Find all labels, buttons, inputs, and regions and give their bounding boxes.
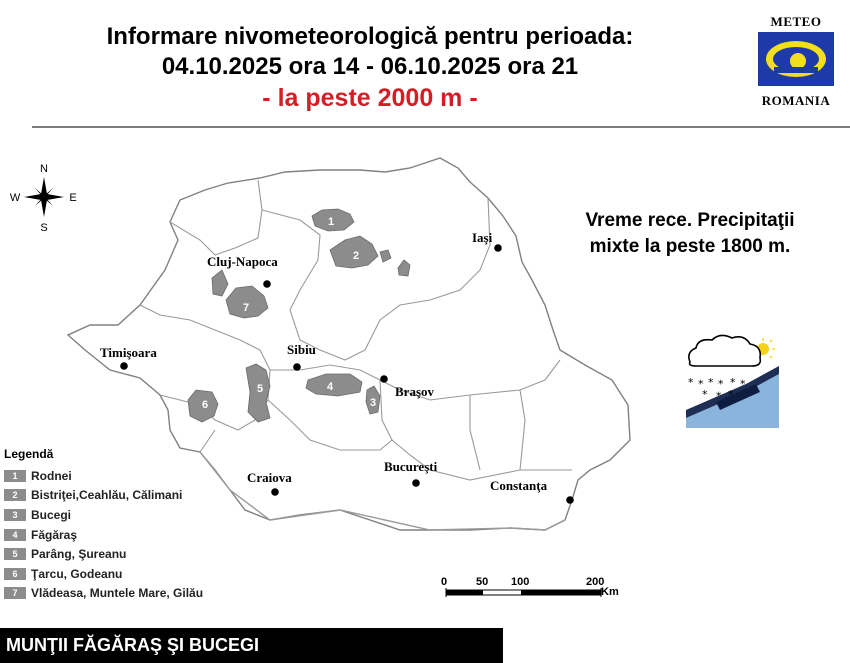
- compass-e: E: [69, 192, 77, 204]
- svg-text:⁎: ⁎: [718, 374, 724, 387]
- scale-bar-graphic: [436, 574, 626, 604]
- city-label-cluj: Cluj-Napoca: [207, 254, 278, 269]
- cloud-sun-snow-icon: [686, 335, 779, 428]
- city-label-brasov: Braşov: [395, 384, 434, 399]
- zone-label-1: 1: [327, 216, 335, 228]
- zone-label-7: 7: [242, 302, 250, 314]
- zone-label-2: 2: [352, 250, 360, 262]
- title-line-1: Informare nivometeorologică pentru perioada:: [106, 23, 634, 50]
- city-label-bucuresti: Bucureşti: [384, 459, 438, 474]
- compass-rose-icon: [10, 163, 77, 234]
- svg-text:⁎: ⁎: [698, 374, 704, 387]
- legend-label: Parâng, Şureanu: [31, 547, 127, 562]
- city-dot-craiova: [271, 488, 279, 496]
- svg-text:*: *: [728, 388, 734, 401]
- logo-top-text: METEO: [770, 14, 822, 29]
- scale-bar: [436, 574, 626, 604]
- svg-text:*: *: [730, 376, 736, 389]
- city-label-craiova: Craiova: [247, 470, 292, 485]
- scale-unit: Km: [601, 586, 619, 598]
- legend-item: [4, 525, 203, 545]
- legend-label: Vlădeasa, Muntele Mare, Gilău: [31, 586, 204, 601]
- city-label-timisoara: Timişoara: [100, 345, 157, 360]
- compass-w: W: [9, 192, 21, 204]
- legend-item: [4, 486, 203, 506]
- legend-swatch: 7: [4, 587, 26, 599]
- legend-swatch: 2: [4, 489, 26, 501]
- zone-label-6: 6: [201, 399, 209, 411]
- forecast-summary: [545, 208, 835, 260]
- legend-swatch: 3: [4, 509, 26, 521]
- city-label-constanta: Constanţa: [490, 478, 548, 493]
- svg-text:*: *: [688, 376, 694, 389]
- city-dot-bucuresti: [412, 479, 420, 487]
- city-dot-brasov: [380, 375, 388, 383]
- legend-label: Bucegi: [31, 507, 72, 522]
- title-altitude: - la peste 2000 m -: [262, 84, 478, 112]
- svg-text:*: *: [708, 376, 714, 389]
- legend-item: [4, 564, 203, 584]
- legend-swatch: 1: [4, 470, 26, 482]
- logo-emblem-icon: [758, 32, 834, 86]
- legend-swatch: 6: [4, 568, 26, 580]
- zone-label-4: 4: [326, 381, 334, 393]
- city-dot-sibiu: [293, 363, 301, 371]
- scale-tick-0: 0: [441, 576, 448, 588]
- logo-bottom-text: ROMANIA: [761, 93, 831, 108]
- legend-swatch: 5: [4, 548, 26, 560]
- bulletin-title: [0, 22, 740, 114]
- scale-tick-100: 100: [511, 576, 530, 588]
- scale-tick-200: 200: [586, 576, 605, 588]
- city-dot-iasi: [494, 244, 502, 252]
- legend-item: [4, 466, 203, 486]
- city-dot-cluj: [263, 280, 271, 288]
- header-divider: [32, 126, 850, 128]
- city-dot-constanta: [566, 496, 574, 504]
- city-label-sibiu: Sibiu: [287, 342, 316, 357]
- legend-item: [4, 584, 203, 604]
- footer-bar: MUNŢII FĂGĂRAŞ ŞI BUCEGI: [0, 628, 503, 663]
- legend-title: Legendă: [4, 447, 54, 461]
- title-line-2: 04.10.2025 ora 14 - 06.10.2025 ora 21: [161, 53, 579, 80]
- forecast-line-1: Vreme rece. Precipitaţii: [585, 210, 795, 231]
- legend-label: Ţarcu, Godeanu: [31, 566, 123, 581]
- legend-item: [4, 505, 203, 525]
- map-legend: [4, 447, 203, 603]
- svg-text:⁎: ⁎: [740, 374, 746, 387]
- compass-s: S: [40, 222, 48, 234]
- meteo-romania-logo: [752, 14, 840, 110]
- legend-item: [4, 544, 203, 564]
- scale-tick-50: 50: [476, 576, 489, 588]
- city-dot-timisoara: [120, 362, 128, 370]
- zone-label-3: 3: [369, 397, 377, 409]
- legend-label: Bistriţei,Ceahlău, Călimani: [31, 488, 183, 503]
- legend-swatch: 4: [4, 529, 26, 541]
- svg-text:⁎: ⁎: [716, 386, 722, 399]
- legend-label: Rodnei: [31, 468, 72, 483]
- forecast-line-2: mixte la peste 1800 m.: [589, 236, 791, 257]
- legend-label: Făgăraş: [31, 527, 78, 542]
- compass-n: N: [40, 163, 48, 175]
- svg-text:*: *: [702, 388, 708, 401]
- zone-label-5: 5: [256, 383, 264, 395]
- city-label-iasi: Iaşi: [472, 230, 493, 245]
